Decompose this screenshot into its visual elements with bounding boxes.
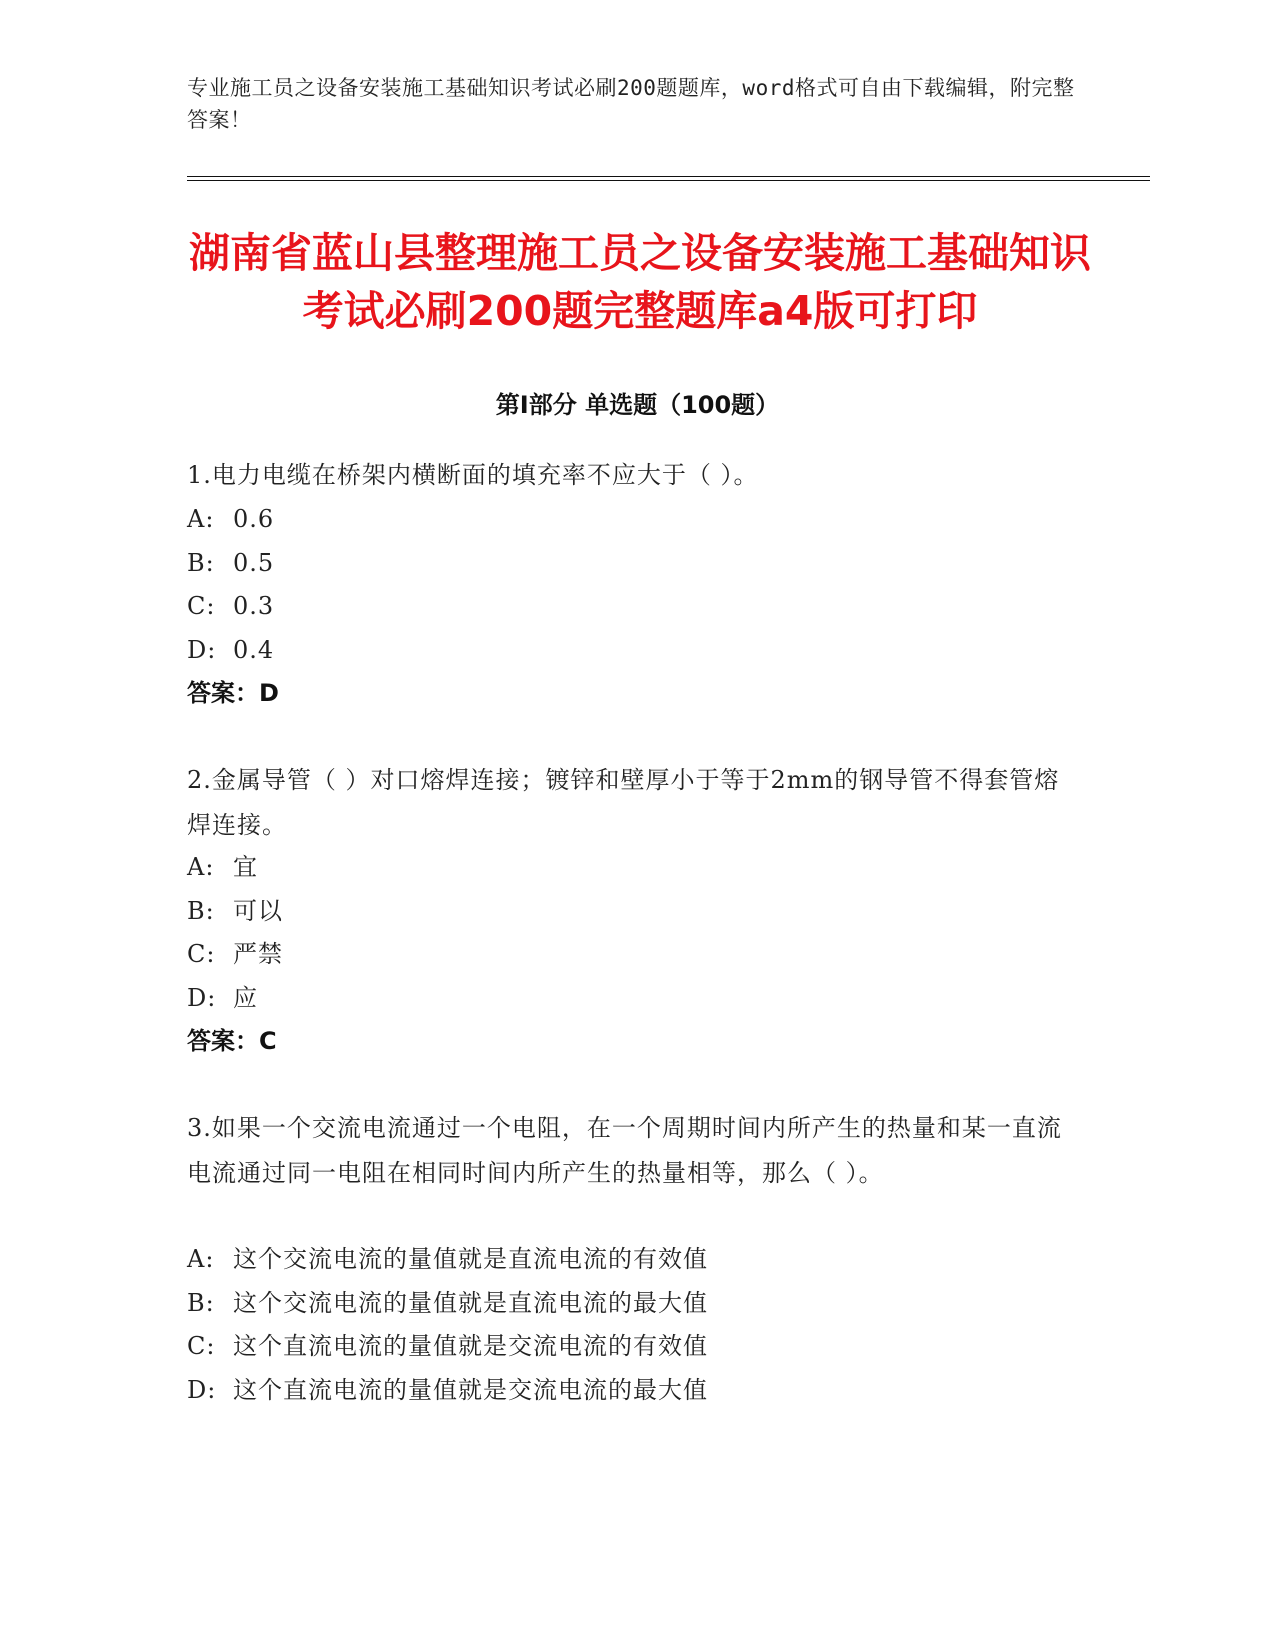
option-text: 宜 bbox=[233, 853, 258, 881]
option-text: 应 bbox=[233, 984, 258, 1012]
option-key: D: bbox=[187, 1376, 217, 1404]
option-text: 这个直流电流的量值就是交流电流的有效值 bbox=[233, 1332, 708, 1360]
question-2-text: 2.金属导管（ ）对口熔焊连接；镀锌和壁厚小于等于2mm的钢导管不得套管熔焊连接。 bbox=[187, 766, 1060, 839]
option-key: B: bbox=[187, 1289, 215, 1317]
question-1-text: 1.电力电缆在桥架内横断面的填充率不应大于（ ）。 bbox=[187, 461, 759, 489]
header-note: 专业施工员之设备安装施工基础知识考试必刷200题题库，word格式可自由下载编辑，附完整答案！ bbox=[187, 76, 1075, 132]
option-text: 0.5 bbox=[233, 549, 275, 577]
question-1-answer: 答案：D bbox=[187, 679, 279, 707]
question-3-option-d bbox=[187, 1368, 1067, 1413]
section-title: 第Ⅰ部分 单选题（100题） bbox=[495, 391, 780, 419]
question-1-option-c bbox=[187, 584, 1067, 629]
option-text: 可以 bbox=[233, 897, 283, 925]
question-3-option-c bbox=[187, 1324, 1067, 1369]
question-2-option-c bbox=[187, 932, 1067, 977]
header-rule-top bbox=[187, 176, 1150, 177]
question-2-option-b bbox=[187, 889, 1067, 934]
option-key: B: bbox=[187, 549, 215, 577]
question-2-option-a bbox=[187, 845, 1067, 890]
option-key: C: bbox=[187, 592, 216, 620]
option-key: A: bbox=[187, 853, 215, 881]
option-key: A: bbox=[187, 1245, 215, 1273]
header-rule-bottom bbox=[187, 180, 1150, 181]
option-text: 这个直流电流的量值就是交流电流的最大值 bbox=[233, 1376, 708, 1404]
option-text: 0.6 bbox=[233, 505, 275, 533]
option-text: 0.3 bbox=[233, 592, 275, 620]
option-key: C: bbox=[187, 1332, 216, 1360]
option-key: B: bbox=[187, 897, 215, 925]
option-key: C: bbox=[187, 940, 216, 968]
option-text: 这个交流电流的量值就是直流电流的有效值 bbox=[233, 1245, 708, 1273]
question-3-option-a bbox=[187, 1237, 1067, 1282]
option-key: D: bbox=[187, 636, 217, 664]
question-3-text: 3.如果一个交流电流通过一个电阻，在一个周期时间内所产生的热量和某一直流电流通过同一电阻在相同时间内所产生的热量相等，那么（ ）。 bbox=[187, 1114, 1062, 1187]
option-key: A: bbox=[187, 505, 215, 533]
question-3-option-b bbox=[187, 1281, 1067, 1326]
option-text: 这个交流电流的量值就是直流电流的最大值 bbox=[233, 1289, 708, 1317]
option-text: 0.4 bbox=[233, 636, 275, 664]
question-1-option-d bbox=[187, 628, 1067, 673]
question-1-option-a bbox=[187, 497, 1067, 542]
question-1-option-b bbox=[187, 541, 1067, 586]
document-title: 湖南省蓝山县整理施工员之设备安装施工基础知识考试必刷200题完整题库a4版可打印 bbox=[189, 229, 1091, 335]
question-2-option-d bbox=[187, 976, 1067, 1021]
option-key: D: bbox=[187, 984, 217, 1012]
option-text: 严禁 bbox=[233, 940, 283, 968]
question-2-answer: 答案：C bbox=[187, 1027, 277, 1055]
